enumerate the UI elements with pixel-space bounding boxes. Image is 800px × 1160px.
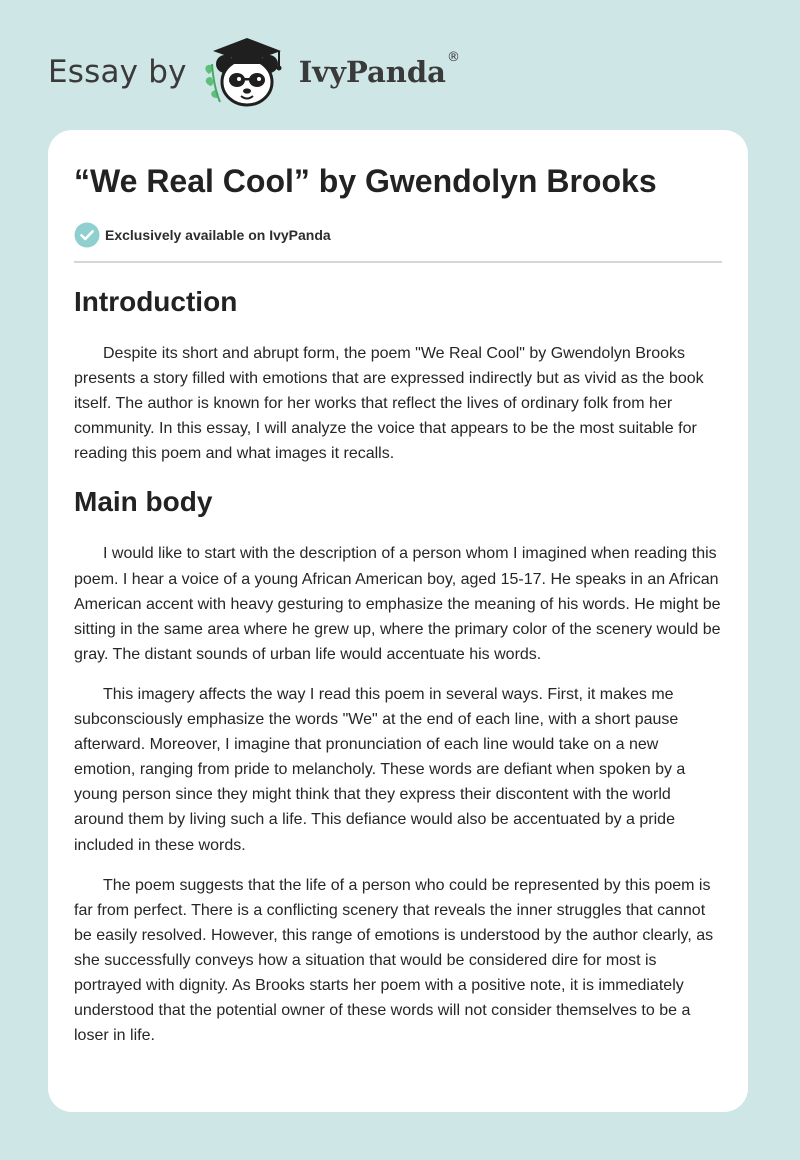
check-circle-icon [74,222,100,248]
section-heading-introduction: Introduction [74,286,238,317]
title-divider [74,261,722,263]
essay-body [74,280,724,1048]
section-heading-main-body: Main body [74,486,213,518]
paragraph: I would like to start with the description of a person whom I imagined when reading this poem. I hear a voice of a young African American boy, aged 15-17. He speaks in an African American accent with heavy gesturing to emphasize the meaning of his words. He might be sitting in the same area where he grew up, where the primary color of the scenery would be gray. The distant sounds of urban life would accentuate his words. [74,545,721,663]
essay-card [48,130,748,1112]
paragraph: This imagery affects the way I read this poem in several ways. First, it makes me subconsciously emphasize the words "We" at the end of each line, with a short pause afterward. Moreover, I imagine that pronunciation of each line would take on a new emotion, ranging from pride to melancholy. These words are defiant when spoken by a young person since they might think that they express their discontent with the world around them by living such a life. This defiance would also be accentuated by a pride included in these words. [74,685,686,854]
exclusive-badge-text: Exclusively available on IvyPanda [105,227,331,243]
brand-name: IvyPanda [298,55,446,89]
panda-graduate-icon [201,34,293,110]
brand-header [48,34,460,110]
exclusive-badge [74,222,331,248]
brand-prefix: Essay by [48,54,187,90]
registered-mark: ® [446,50,460,65]
essay-title: “We Real Cool” by Gwendolyn Brooks [74,163,657,199]
paragraph: Despite its short and abrupt form, the poem "We Real Cool" by Gwendolyn Brooks presents a story filled with emotions that are expressed indirectly but as vivid as the book itself. The author is known for her works that reflect the lives of ordinary folk from her community. In this essay, I will analyze the voice that appears to be the most suitable for reading this poem and what images it recalls. [74,345,704,463]
paragraph: The poem suggests that the life of a person who could be represented by this poem is far from perfect. There is a conflicting scenery that reveals the inner struggles that cannot be easily resolved. However, this range of emotions is understood by the author clearly, as she successfully conveys how a situation that would be considered dire for most is portrayed with dignity. As Brooks starts her poem with a positive note, it is immediately understood that the potential owner of these words will not consider themselves to be a loser in life. [74,876,714,1045]
